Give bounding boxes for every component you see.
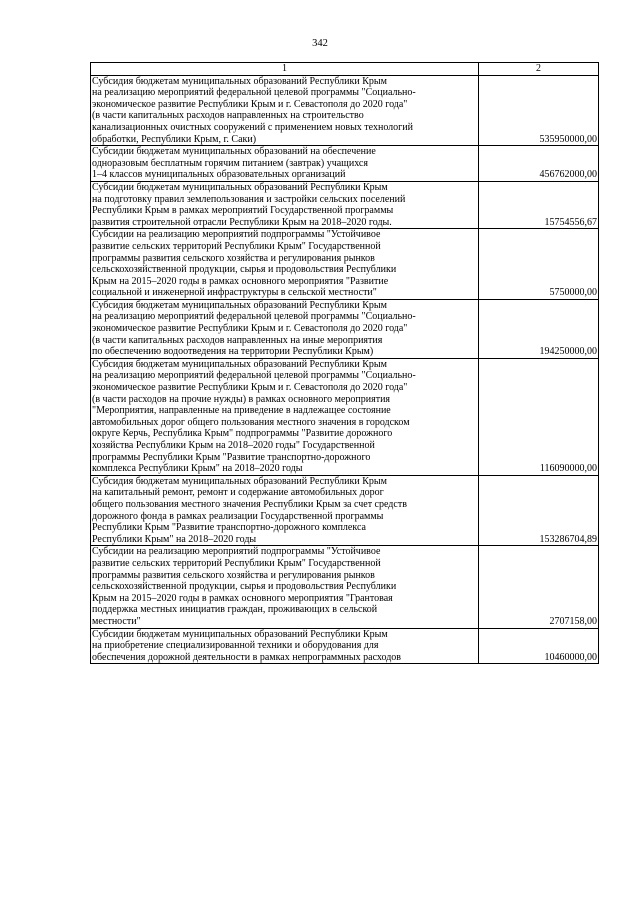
subsidy-description: Субсидии бюджетам муниципальных образований Республики Крым на приобретение специализированной техники и оборудования для обеспечения дорожной деятельности в рамках непрограммных расходов bbox=[91, 628, 479, 664]
table-row bbox=[91, 358, 599, 475]
budget-table bbox=[90, 62, 599, 664]
table-row bbox=[91, 229, 599, 300]
subsidy-amount: 116090000,00 bbox=[479, 358, 599, 475]
subsidy-description: Субсидия бюджетам муниципальных образований Республики Крым на реализацию мероприятий федеральной целевой программы "Социально- экономическое развитие Республики Крым и г. Севастополя до 2020 года" (в части капитальных расходов направленных на строительство канализационных очистных сооружений с применением новых технологий обработки, Республики Крым, г. Саки) bbox=[91, 75, 479, 146]
column-header-2: 2 bbox=[479, 63, 599, 76]
table-row bbox=[91, 628, 599, 664]
subsidy-amount: 2707158,00 bbox=[479, 546, 599, 628]
column-header-1: 1 bbox=[91, 63, 479, 76]
table-row bbox=[91, 475, 599, 546]
subsidy-amount: 194250000,00 bbox=[479, 299, 599, 358]
subsidy-description: Субсидия бюджетам муниципальных образований Республики Крым на реализацию мероприятий федеральной целевой программы "Социально- экономическое развитие Республики Крым и г. Севастополя до 2020 года" (в части капитальных расходов направленных на иные мероприятия по обеспечению водоотведения на территории Республики Крым) bbox=[91, 299, 479, 358]
subsidy-description: Субсидии на реализацию мероприятий подпрограммы "Устойчивое развитие сельских территорий Республики Крым" Государственной программы развития сельского хозяйства и регулирования рынков сельскохозяйственной продукции, сырья и продовольствия Республики Крым на 2015–2020 годы в рамках основного мероприятия "Развитие социальной и инженерной инфраструктуры в сельской местности" bbox=[91, 229, 479, 300]
subsidy-description: Субсидия бюджетам муниципальных образований Республики Крым на реализацию мероприятий федеральной целевой программы "Социально- экономическое развитие Республики Крым и г. Севастополя до 2020 года" (в части расходов на прочие нужды) в рамках основного мероприятия "Мероприятия, направленные на приведение в надлежащее состояние автомобильных дорог общего пользования местного значения в городском округе Керчь, Республика Крым" подпрограммы "Развитие дорожного хозяйства Республики Крым на 2018–2020 годы" Государственной программы Республики Крым "Развитие транспортно-дорожного комплекса Республики Крым" на 2018–2020 годы bbox=[91, 358, 479, 475]
subsidy-amount: 15754556,67 bbox=[479, 181, 599, 228]
table-row bbox=[91, 146, 599, 182]
subsidy-description: Субсидия бюджетам муниципальных образований Республики Крым на капитальный ремонт, ремонт и содержание автомобильных дорог общего пользования местного значения Республики Крым за счет средств дорожного фонда в рамках реализации Государственной программы Республики Крым "Развитие транспортно-дорожного комплекса Республики Крым" на 2018–2020 годы bbox=[91, 475, 479, 546]
subsidy-description: Субсидии бюджетам муниципальных образований Республики Крым на подготовку правил землепользования и застройки сельских поселений Республики Крым в рамках мероприятий Государственной программы развития строительной отрасли Республики Крым на 2018–2020 годы. bbox=[91, 181, 479, 228]
page-number: 342 bbox=[312, 38, 328, 49]
table-row bbox=[91, 75, 599, 146]
subsidy-description: Субсидии бюджетам муниципальных образований на обеспечение одноразовым бесплатным горячим питанием (завтрак) учащихся 1–4 классов муниципальных образовательных организаций bbox=[91, 146, 479, 182]
subsidy-description: Субсидии на реализацию мероприятий подпрограммы "Устойчивое развитие сельских территорий Республики Крым" Государственной программы развития сельского хозяйства и регулирования рынков сельскохозяйственной продукции, сырья и продовольствия Республики Крым на 2015–2020 годы в рамках основного мероприятия "Грантовая поддержка местных инициатив граждан, проживающих в сельской местности" bbox=[91, 546, 479, 628]
table-header-row bbox=[91, 63, 599, 76]
subsidy-amount: 5750000,00 bbox=[479, 229, 599, 300]
subsidy-amount: 535950000,00 bbox=[479, 75, 599, 146]
table-row bbox=[91, 299, 599, 358]
table-row bbox=[91, 546, 599, 628]
subsidy-amount: 10460000,00 bbox=[479, 628, 599, 664]
subsidy-amount: 456762000,00 bbox=[479, 146, 599, 182]
table-row bbox=[91, 181, 599, 228]
subsidy-amount: 153286704,89 bbox=[479, 475, 599, 546]
